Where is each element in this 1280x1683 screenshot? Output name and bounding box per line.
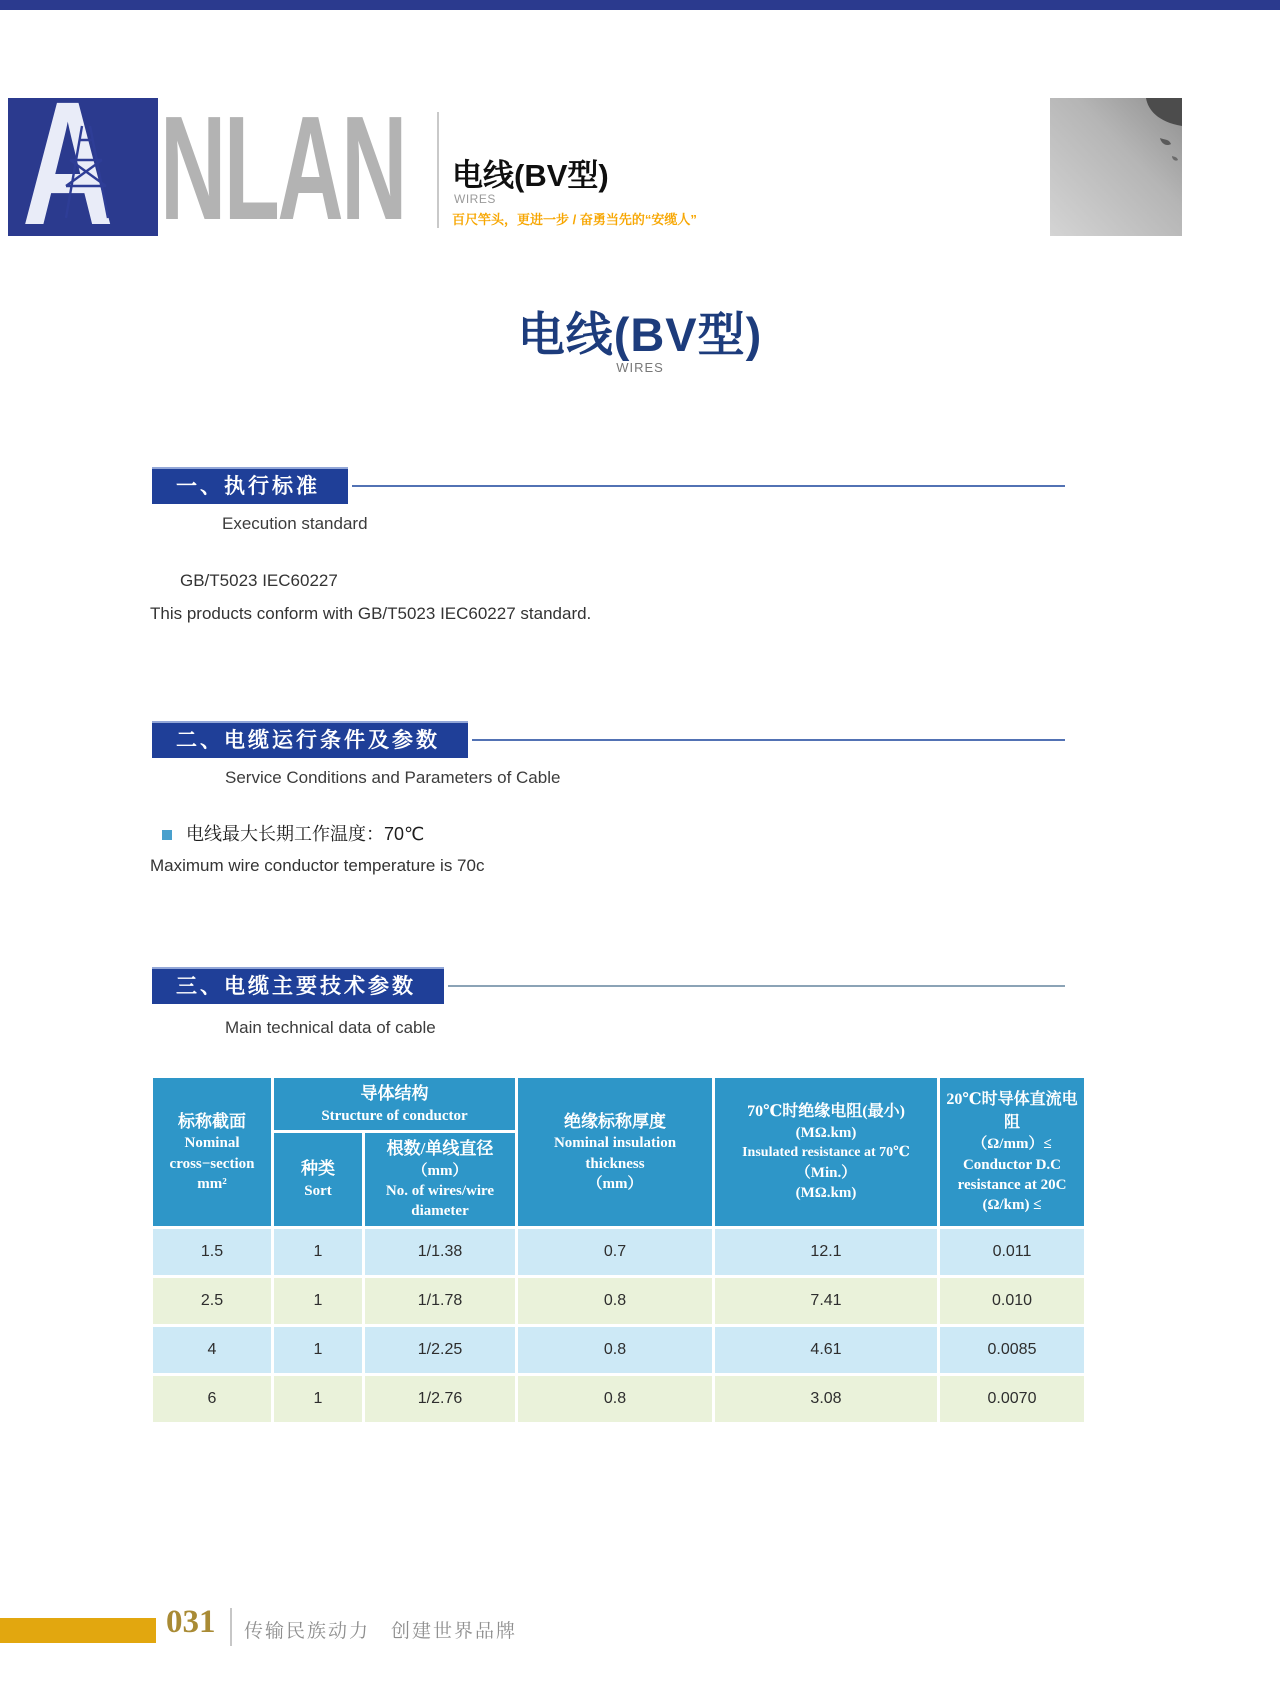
- header-line: (MΩ.km): [795, 1185, 857, 1202]
- header-line: thickness: [585, 1155, 645, 1172]
- header-line: (Ω/km) ≤: [982, 1197, 1042, 1214]
- logo-letter-a: A: [22, 98, 114, 236]
- table-cell: 2.5: [153, 1278, 271, 1324]
- table-cell: 0.8: [518, 1376, 712, 1422]
- header-line: （Min.）: [795, 1165, 857, 1182]
- table-cell: 0.0085: [940, 1327, 1084, 1373]
- standard-codes-line: GB/T5023 IEC60227: [180, 571, 338, 590]
- header-line: （mm）: [587, 1175, 643, 1192]
- page-number: 031: [166, 1604, 216, 1640]
- header-line: （mm）: [412, 1162, 468, 1179]
- section-3-rule: [448, 985, 1065, 987]
- section-2-heading: 二、电缆运行条件及参数: [152, 721, 468, 758]
- table-cell: 1: [274, 1278, 362, 1324]
- section-3-header: [152, 967, 1065, 1004]
- header-line: （Ω/mm）≤: [972, 1136, 1052, 1153]
- anlan-logo-mark: [8, 98, 158, 236]
- footer-divider: [230, 1608, 232, 1646]
- table-cell: 7.41: [715, 1278, 937, 1324]
- table-cell: 1/2.25: [365, 1327, 515, 1373]
- table-cell: 1.5: [153, 1229, 271, 1275]
- col-header-nominal-cross-section: [153, 1078, 271, 1226]
- table-row: [153, 1376, 1084, 1422]
- header-line: Structure of conductor: [321, 1107, 468, 1124]
- header-tagline: 百尺竿头，更进一步 / 奋勇当先的“安缆人”: [452, 212, 697, 227]
- header-line: Nominal insulation: [553, 1135, 677, 1152]
- header-line: mm²: [197, 1175, 227, 1192]
- table-row: [153, 1278, 1084, 1324]
- table-cell: 1: [274, 1327, 362, 1373]
- section-1-rule: [352, 485, 1065, 487]
- table-header: [153, 1078, 1084, 1226]
- header-line: 种类: [301, 1159, 335, 1179]
- header-line: 根数/单线直径: [386, 1139, 494, 1159]
- header-line: (MΩ.km): [795, 1125, 857, 1142]
- section-1-header: [152, 467, 1065, 504]
- header-product-title: 电线(BV型): [452, 158, 609, 193]
- table-cell: 0.0070: [940, 1376, 1084, 1422]
- table-row: [153, 1327, 1084, 1373]
- table-cell: 0.7: [518, 1229, 712, 1275]
- header-line: Insulated resistance at 70℃: [742, 1145, 910, 1161]
- technical-data-table: [150, 1075, 1087, 1425]
- section-1-heading: 一、执行标准: [152, 467, 348, 504]
- transmission-tower-icon: [36, 120, 132, 224]
- table-cell: 12.1: [715, 1229, 937, 1275]
- section-2-header: [152, 721, 1065, 758]
- footer-slogan: 传输民族动力 创建世界品牌: [244, 1621, 518, 1642]
- max-temperature-cn: 电线最大长期工作温度：70℃: [186, 824, 425, 844]
- col-header-wires-diameter: [365, 1133, 515, 1226]
- bullet-square-icon: [162, 830, 172, 840]
- table-row: [153, 1229, 1084, 1275]
- table-cell: 1/2.76: [365, 1376, 515, 1422]
- col-header-insulation-resistance-70c: [715, 1078, 937, 1226]
- table-cell: 3.08: [715, 1376, 937, 1422]
- table-cell: 0.010: [940, 1278, 1084, 1324]
- logo-text-nlan: NLAN: [160, 86, 405, 251]
- header-line: diameter: [411, 1203, 469, 1220]
- header-line: No. of wires/wire: [385, 1183, 495, 1200]
- table-cell: 0.8: [518, 1278, 712, 1324]
- section-1-subheading: Execution standard: [222, 514, 368, 533]
- map-graphic: [1050, 98, 1182, 236]
- header-line: 导体结构: [360, 1084, 429, 1103]
- table-cell: 6: [153, 1376, 271, 1422]
- top-accent-bar: [0, 0, 1280, 10]
- section-3-heading: 三、电缆主要技术参数: [152, 967, 444, 1004]
- table-cell: 1/1.38: [365, 1229, 515, 1275]
- table-body: [153, 1229, 1084, 1422]
- header-line: Conductor D.C: [962, 1156, 1062, 1173]
- header-product-subtitle: WIRES: [454, 192, 496, 206]
- table-cell: 4: [153, 1327, 271, 1373]
- table-cell: 4.61: [715, 1327, 937, 1373]
- footer-accent-bar: [0, 1618, 156, 1643]
- header-line: cross−section: [169, 1155, 255, 1172]
- table-cell: 0.8: [518, 1327, 712, 1373]
- col-header-sort: [274, 1133, 362, 1226]
- table-cell: 1/1.78: [365, 1278, 515, 1324]
- page-title: 电线(BV型): [517, 308, 763, 361]
- col-header-conductor-structure: [274, 1078, 515, 1130]
- header-line: 绝缘标称厚度: [564, 1111, 666, 1131]
- table-cell: 1: [274, 1376, 362, 1422]
- page-subtitle: WIRES: [616, 360, 664, 375]
- header-line: 70℃时绝缘电阻(最小): [747, 1103, 905, 1121]
- col-header-insulation-thickness: [518, 1078, 712, 1226]
- header-photo: [1050, 98, 1182, 236]
- header-line: 20℃时导体直流电阻: [946, 1091, 1078, 1132]
- table-cell: 1: [274, 1229, 362, 1275]
- section-2-rule: [472, 739, 1065, 741]
- section-3-subheading: Main technical data of cable: [225, 1018, 436, 1037]
- standard-conform-line: This products conform with GB/T5023 IEC60227 standard.: [150, 604, 592, 623]
- max-temperature-en: Maximum wire conductor temperature is 70c: [150, 856, 485, 875]
- header-line: resistance at 20C: [957, 1176, 1067, 1193]
- col-header-dc-resistance-20c: [940, 1078, 1084, 1226]
- header-divider: [437, 112, 439, 228]
- section-2-subheading: Service Conditions and Parameters of Cable: [225, 768, 561, 787]
- header-line: Sort: [304, 1183, 332, 1200]
- header-line: Nominal: [184, 1135, 240, 1152]
- header-line: 标称截面: [178, 1111, 246, 1131]
- table-cell: 0.011: [940, 1229, 1084, 1275]
